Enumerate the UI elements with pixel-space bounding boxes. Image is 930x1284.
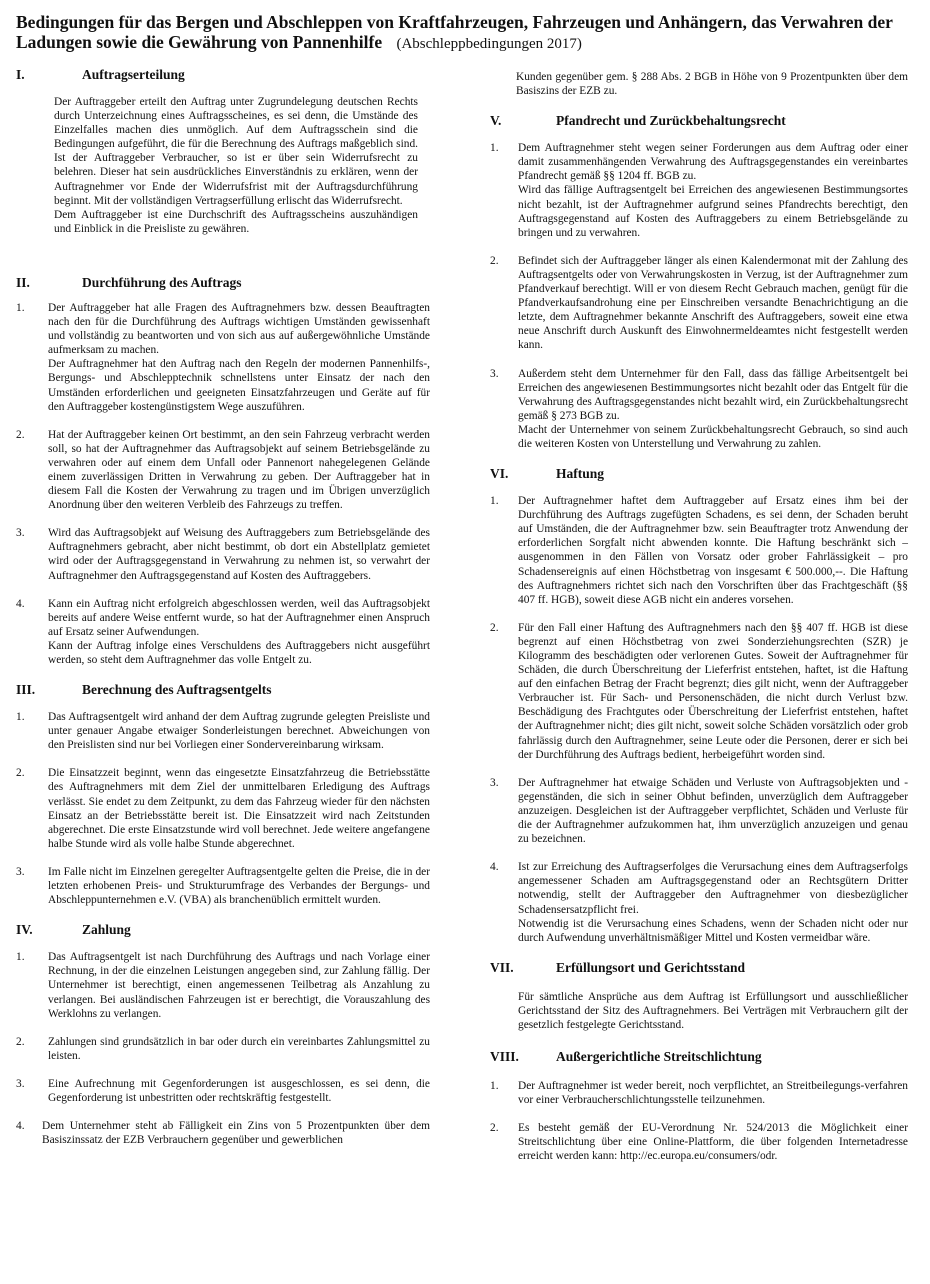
paragraph-continuation: Kunden gegenüber gem. § 288 Abs. 2 BGB in Höhe von 9 Prozentpunkten über dem Basiszins der EZB zu. bbox=[516, 71, 908, 98]
item-text: Wird das fällige Auftragsentgelt bei Erreichen des angewiesenen Bestimmungsortes nicht bezahlt, ist der Auftragnehmer aufgrund seines Pfandrechts berechtigt, den Auftragsgegenstand auf Kosten des Auftraggebers zu einem Betriebsgelände zu bringen und zu verwahren. bbox=[518, 184, 908, 239]
list-item bbox=[490, 860, 908, 945]
item-text: Das Auftragsentgelt wird anhand der dem Auftrag zugrunde gelegten Preisliste und unter genauer Angabe etwaiger Sonderleistungen berechnet. Abweichungen von den Preislisten sind nur bei Vorliegen einer Sondervereinbarung wirksam. bbox=[48, 711, 430, 752]
item-text: Der Auftragnehmer hat etwaige Schäden und Verluste von Auftragsobjekten und -gegenständen, die sich in seiner Obhut befinden, unverzüglich dem Auftraggeber anzuzeigen. Desgleichen ist der Auftraggeber verpflichtet, Schäden und Verluste für die der Auftragnehmer aufzukommen hat, ihm unverzüglich anzuzeigen und genau zu bezeichnen. bbox=[518, 776, 908, 846]
item-text: Kann ein Auftrag nicht erfolgreich abgeschlossen werden, weil das Auftragsobjekt bereits auf andere Weise entfernt wurde, so hat der Auftragnehmer einen Anspruch auf Ersatz seiner Aufwendungen. bbox=[48, 597, 430, 638]
item-text: Außerdem steht dem Unternehmer für den Fall, dass das fällige Arbeitsentgelt bei Erreichen des angewiesenen Bestimmungsortes nicht bezahlt oder das Entgelt für die Verwahrung des Auftragsgegenstandes nicht bezahlt wird, ein Zurückbehaltungsrecht gemäß § 273 BGB zu. bbox=[518, 367, 908, 422]
item-number: 1. bbox=[490, 495, 499, 508]
list-item bbox=[490, 621, 908, 762]
item-number: 3. bbox=[16, 1077, 25, 1090]
list-item bbox=[16, 597, 430, 667]
item-text: Der Auftragnehmer haftet dem Auftraggeber auf Ersatz eines ihm bei der Durchführung des Auftrags zugefügten Schadens, es sei denn, der Schaden beruht auf Umständen, die der Auftragnehmer bzw. sein Beauftragter trotz Anwendung der erforderlichen Sorgfalt nicht abwenden konnte. Die Haftung beschränkt sich – ausgenommen in den Fällen von Vorsatz oder grober Fahrlässigkeit – pro Schadensereignis auf einen Höchstbetrag von insgesamt € 500.000,--. Die Haftung des Auftragnehmers richtet sich nach den Vorschriften über das Frachtgeschäft (§§ 407 ff. HGB), soweit diese AGB nicht ein anderes vorsehen. bbox=[518, 495, 908, 606]
paragraph: Dem Auftraggeber ist eine Durchschrift des Auftragsscheins auszuhändigen und Einblick in die Preisliste zu gewähren. bbox=[54, 208, 418, 235]
section-number: VIII. bbox=[490, 1049, 519, 1065]
list-item bbox=[16, 950, 430, 1020]
section-number: I. bbox=[16, 67, 25, 82]
section-number: VI. bbox=[490, 466, 509, 482]
section-heading-5 bbox=[490, 112, 908, 129]
item-number: 2. bbox=[490, 1122, 499, 1135]
item-text: Dem Auftragnehmer steht wegen seiner Forderungen aus dem Auftrag oder einer damit zusammenhängenden Verwahrung des Auftragsgegenstandes ein vereinbartes Pfandrecht gemäß §§ 1204 ff. BGB zu. bbox=[518, 142, 908, 183]
item-number: 3. bbox=[490, 776, 499, 789]
list-item bbox=[16, 428, 430, 513]
section-number: II. bbox=[16, 274, 30, 290]
item-number: 3. bbox=[490, 367, 499, 380]
section-title: Außergerichtliche Streitschlichtung bbox=[556, 1049, 762, 1065]
item-text: Hat der Auftraggeber keinen Ort bestimmt, an den sein Fahrzeug verbracht werden soll, so hat der Auftragnehmer das Auftragsobjekt auf seinem Betriebsgelände zu verwahren oder auf einem dem Unfall oder Pannenort nahegelegenen Gelände einem zuverlässigen Dritten in Verwahrung zu geben. Der Auftraggeber hat in diesem Fall die Kosten der Verwahrung zu tragen und im Übrigen unverzüglich Anordnung über den weiteren Verbleib des Fahrzeugs zu treffen. bbox=[48, 428, 430, 512]
item-text: Kann der Auftrag infolge eines Verschuldens des Auftraggebers nicht ausgeführt werden, so steht dem Auftragnehmer das volle Entgelt zu. bbox=[48, 639, 430, 666]
list-item bbox=[490, 367, 908, 452]
item-number: 4. bbox=[16, 1120, 25, 1133]
item-number: 4. bbox=[490, 861, 499, 874]
item-text: Notwendig ist die Verursachung eines Schadens, wenn der Schaden nicht oder nur durch Aufwendung unverhältnismäßiger Mittel und Kosten vermeidbar wäre. bbox=[518, 917, 908, 944]
section-number: VII. bbox=[490, 959, 514, 975]
item-text: Die Einsatzzeit beginnt, wenn das eingesetzte Einsatzfahrzeug die Betriebsstätte des Auftragnehmers mit dem Ziel der unmittelbaren Erledigung des Auftrags verlässt. Sie endet zu dem Zeitpunkt, zu dem das Fahrzeug wieder für den nächsten Einsatz an der Betriebsstätte bereit ist. Die Einsatzzeit wird nach Zeitstunden abgerechnet. Die erste Einsatzstunde wird voll berechnet. Jede weitere angefangene halbe Stunde wird als volle halbe Stunde abgerechnet. bbox=[48, 767, 430, 850]
left-column bbox=[16, 66, 430, 1147]
section-heading-6 bbox=[490, 465, 908, 482]
section-number: III. bbox=[16, 682, 36, 698]
paragraph: Für sämtliche Ansprüche aus dem Auftrag ist Erfüllungsort und ausschließlicher Gerichtsstand der Sitz des Auftragnehmers. Bei Verträgen mit Verbrauchern gilt der gesetzlich festgelegte Gerichtsstand. bbox=[518, 990, 908, 1031]
item-text: Der Auftragnehmer ist weder bereit, noch verpflichtet, an Streitbeilegungs-verfahren vor einer Verbraucherschlichtungsstelle teilzunehmen. bbox=[518, 1080, 908, 1107]
item-text: Der Auftragnehmer hat den Auftrag nach den Regeln der modernen Pannenhilfs-, Bergungs- und Abschlepptechnik schnellstens unter Einsatz der nach den Umständen erforderlichen und geeigneten Einsatzfahrzeugen und Geräte auf für den Auftraggeber kostengünstigstem Wege auszuführen. bbox=[48, 358, 430, 413]
list-item bbox=[16, 710, 430, 752]
list-item bbox=[16, 1077, 430, 1105]
item-text: Der Auftraggeber hat alle Fragen des Auftragnehmers bzw. dessen Beauftragten nach den für die Durchführung des Auftrags wichtigen Umständen gewissenhaft und vollständig zu beantworten und von sich aus auf außergewöhnliche Umstände aufmerksam zu machen. bbox=[48, 301, 430, 357]
item-number: 2. bbox=[490, 621, 499, 634]
section-heading-7 bbox=[490, 959, 908, 976]
item-number: 1. bbox=[16, 301, 25, 314]
item-text: Befindet sich der Auftraggeber länger als einen Kalendermonat mit der Zahlung des Auftragsentgelts oder von Verwahrungskosten in Verzug, ist der Auftragnehmer zum Pfandverkauf berechtigt. Will er von diesem Recht Gebrauch machen, genügt für die Pfandverkaufsandrohung eine per Einschreiben versandte Benachrichtigung an die letzte, dem Auftragnehmer bekannte Anschrift des Auftraggebers, soweit eine etwa neue Anschrift durch Auskunft des Einwohnermeldeamtes nicht festgestellt werden kann. bbox=[518, 254, 908, 352]
item-text: Macht der Unternehmer von seinem Zurückbehaltungsrecht Gebrauch, so sind auch die weiteren Kosten von Unterstellung und Verwahrung zu zahlen. bbox=[518, 423, 908, 450]
section-title: Durchführung des Auftrags bbox=[82, 274, 242, 290]
section-heading-3 bbox=[16, 681, 430, 698]
section-heading-1 bbox=[16, 66, 430, 83]
item-number: 2. bbox=[16, 767, 25, 780]
item-text: Es besteht gemäß der EU-Verordnung Nr. 524/2013 die Möglichkeit einer Streitschlichtung über eine Online-Plattform, die über folgenden Internetadresse erreicht werden kann: http://ec.europa.eu/consumers/odr. bbox=[518, 1122, 908, 1163]
section-title: Pfandrecht und Zurückbehaltungsrecht bbox=[556, 113, 786, 129]
item-number: 1. bbox=[490, 142, 499, 155]
item-text: Ist zur Erreichung des Auftragserfolges die Verursachung eines dem Auftragserfolgs angemessener Schaden am Auftragsgegenstand oder an Rechtsgütern Dritter notwendig, stellt der Auftraggeber den Auftragnehmer von diesbezüglicher Schadensersatzpflicht frei. bbox=[518, 861, 908, 916]
list-item bbox=[490, 776, 908, 846]
document-title bbox=[16, 12, 916, 54]
section-title: Berechnung des Auftragsentgelts bbox=[82, 682, 272, 698]
item-text: Zahlungen sind grundsätzlich in bar oder durch ein vereinbartes Zahlungsmittel zu leisten. bbox=[48, 1035, 430, 1062]
section-title: Auftragserteilung bbox=[82, 67, 185, 82]
section-body-1 bbox=[54, 95, 418, 236]
section-number: IV. bbox=[16, 922, 33, 938]
item-number: 2. bbox=[490, 254, 499, 267]
item-text: Dem Unternehmer steht ab Fälligkeit ein Zins von 5 Prozentpunkten über dem Basiszinssatz der EZB Verbrauchern gegenüber und gewerblichen bbox=[42, 1120, 430, 1147]
section-heading-2 bbox=[16, 274, 430, 291]
list-item bbox=[490, 141, 908, 240]
title-sub: (Abschleppbedingungen 2017) bbox=[396, 36, 582, 52]
list-item bbox=[16, 1119, 430, 1147]
item-number: 3. bbox=[16, 865, 25, 878]
item-text: Eine Aufrechnung mit Gegenforderungen ist ausgeschlossen, es sei denn, die Gegenforderung ist unbestritten oder rechtskräftig festgestellt. bbox=[48, 1077, 430, 1104]
item-number: 1. bbox=[16, 711, 25, 724]
item-number: 2. bbox=[16, 1035, 25, 1048]
section-heading-8 bbox=[490, 1048, 908, 1065]
paragraph: Der Auftraggeber erteilt den Auftrag unter Zugrundelegung deutschen Rechts durch Unterzeichnung eines Auftragsscheines, es sei denn, die Umstände des Einzelfalles machen dies unmöglich. Auf dem Auftragsschein sind die Bedingungen aufgeführt, die für die Berechnung des Auftrags maßgeblich sind. Ist der Auftraggeber Verbraucher, so ist er über sein Widerrufsrecht zu belehren. Dieser hat sein ausdrückliches Einverständnis zu erklären, wenn der Auftragnehmer vor Ende der Widerrufsfrist mit der Auftragsdurchführung beginnt. Mit der vollständigen Vertragserfüllung erlischt das Widerrufsrecht. bbox=[54, 96, 418, 207]
title-main: Bedingungen für das Bergen und Abschleppen von Kraftfahrzeugen, Fahrzeugen und Anhängern, das Verwahren der Ladungen sowie die Gewährung von Pannenhilfe bbox=[16, 12, 893, 52]
item-text: Für den Fall einer Haftung des Auftragnehmers nach den §§ 407 ff. HGB ist diese begrenzt auf einen Höchstbetrag von zwei Sonderziehungsrechten (SZR) je Kilogramm des beschädigten oder verlorenen Gutes. Soweit der Auftragnehmer für Schäden, die durch Überschreitung der Lieferfrist entstehen, haftet, ist die Haftung auf den einfachen Betrag der Fracht begrenzt; dies gilt nicht, wenn der Auftraggeber Verbraucher ist. Für Sach- und Personenschäden, die nicht durch Verlust bzw. Beschädigung des Frachtgutes oder Überschreitung der Lieferfrist entstehen, haftet der Auftragnehmer nicht; dies gilt nicht, soweit solche Schäden vorsätzlich oder grob fahrlässig durch den Auftragnehmer, seine Leute oder die Personen, derer er sich bei der Durchführung des Auftrags bedient, herbeigeführt worden sind. bbox=[518, 621, 908, 761]
section-number: V. bbox=[490, 113, 502, 129]
list-item bbox=[16, 865, 430, 907]
section-title: Erfüllungsort und Gerichtsstand bbox=[556, 959, 746, 975]
item-number: 1. bbox=[16, 951, 25, 964]
section-title: Haftung bbox=[556, 466, 605, 482]
item-number: 2. bbox=[16, 428, 25, 441]
item-text: Im Falle nicht im Einzelnen geregelter Auftragsentgelte gelten die Preise, die in der letzten erhobenen Preis- und Strukturumfrage des Verbandes der Bergungs- und Abschleppunternehmen e.V. (VBA) als branchenüblich ermittelt wurden. bbox=[48, 865, 430, 907]
list-item bbox=[490, 1079, 908, 1107]
section-title: Zahlung bbox=[82, 922, 131, 938]
item-text: Das Auftragsentgelt ist nach Durchführung des Auftrags und nach Vorlage einer Rechnung, in der die einzelnen Leistungen angegeben sind, zur Zahlung fällig. Der Unternehmer ist berechtigt, einen angemessenen Teilbetrag als Anzahlung zu verlangen. Bei ausländischen Fahrzeugen ist er berechtigt, die Vorauszahlung des Werklohns zu verlangen. bbox=[48, 951, 430, 1020]
list-item bbox=[490, 494, 908, 607]
list-item bbox=[490, 1121, 908, 1163]
list-item bbox=[490, 254, 908, 353]
item-number: 1. bbox=[490, 1080, 499, 1093]
item-text: Wird das Auftragsobjekt auf Weisung des Auftraggebers zum Betriebsgelände des Auftragnehmers gebracht, aber nicht bestimmt, ob dort ein Abstellplatz gemietet wird oder der Auftragsgegenstand in Verwahrung zu nehmen ist, so verwahrt der Auftragnehmer den Auftragsgegenstand auf Kosten des Auftraggebers. bbox=[48, 527, 430, 582]
item-number: 3. bbox=[16, 527, 25, 540]
list-item bbox=[16, 1035, 430, 1063]
right-column bbox=[490, 70, 908, 1164]
list-item bbox=[16, 526, 430, 582]
item-number: 4. bbox=[16, 597, 25, 610]
list-item bbox=[16, 766, 430, 851]
list-item bbox=[16, 301, 430, 414]
section-heading-4 bbox=[16, 921, 430, 938]
